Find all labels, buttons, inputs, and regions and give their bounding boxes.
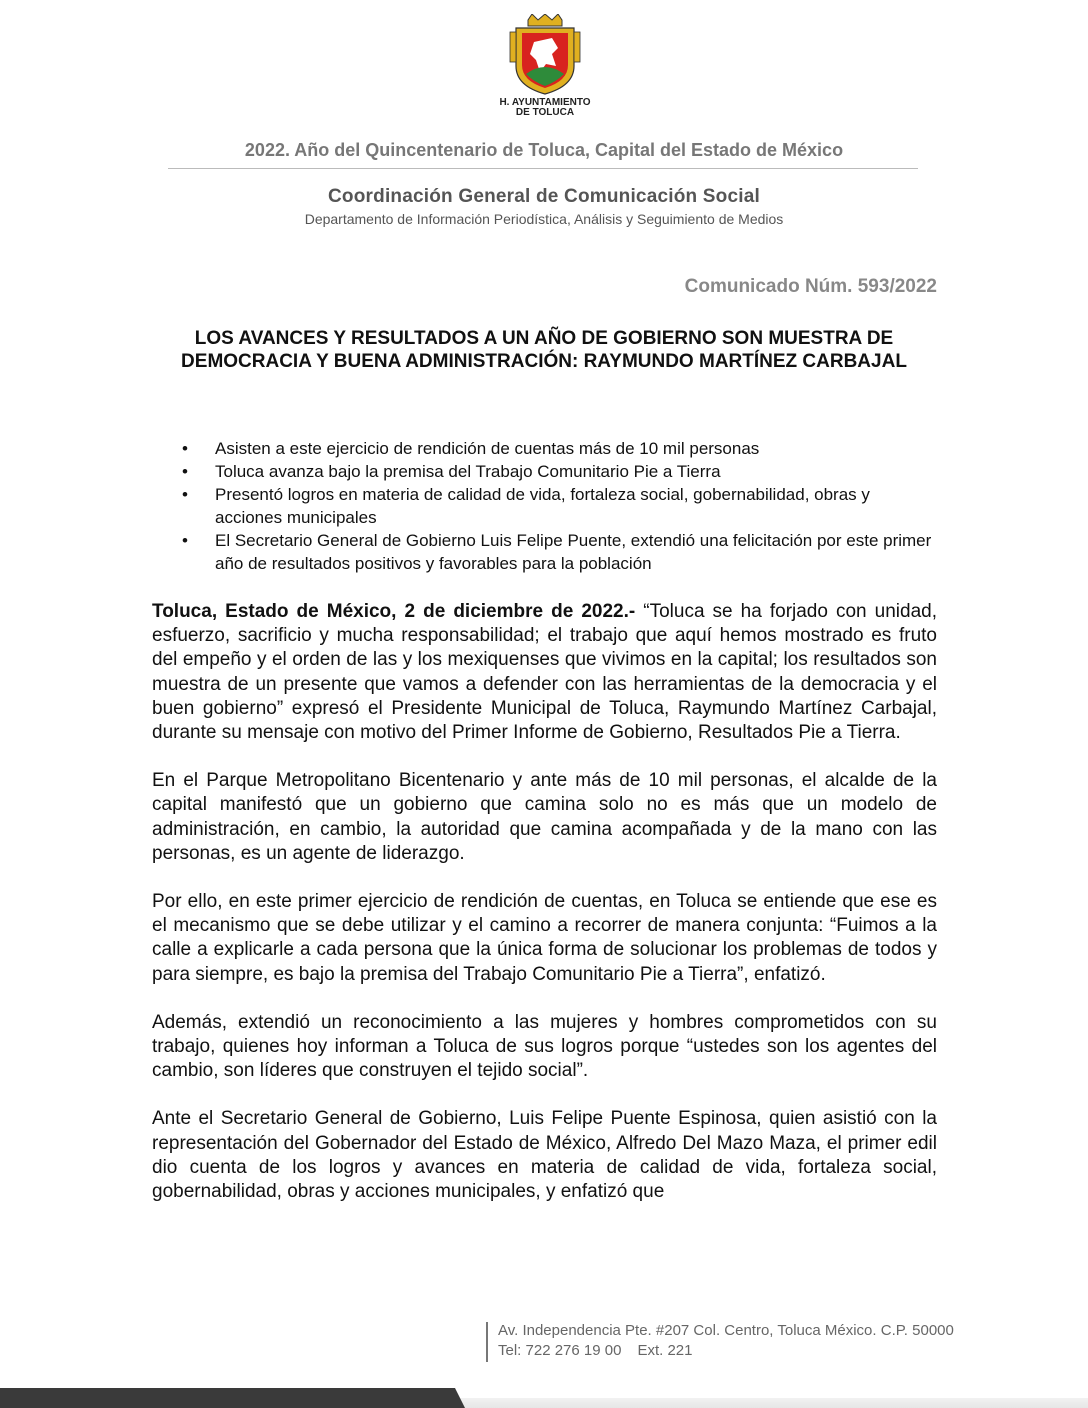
press-release-headline: LOS AVANCES Y RESULTADOS A UN AÑO DE GOBIERNO SON MUESTRA DE DEMOCRACIA Y BUENA ADMINISTRACIÓN: RAYMUNDO MARTÍNEZ CARBAJAL [181, 328, 907, 372]
coat-of-arms-icon [508, 14, 582, 96]
paragraph-2: En el Parque Metropolitano Bicentenario y ante más de 10 mil personas, el alcalde de la capital manifestó que un gobierno que camina solo no es más que un modelo de administración, en cambio, la autoridad que camina acompañada y de la mano con las personas, es un agente de liderazgo. [152, 770, 937, 864]
footer-phone [498, 1342, 692, 1359]
bullet-text: Toluca avanza bajo la premisa del Trabajo Comunitario Pie a Tierra [215, 462, 721, 481]
logo-caption-line2: DE TOLUCA [515, 107, 575, 118]
department-subtitle: Departamento de Información Periodística, Análisis y Seguimiento de Medios [304, 211, 784, 227]
bullet-icon: • [182, 462, 188, 481]
logo-caption-line1: H. AYUNTAMIENTO [499, 97, 591, 108]
bullet-item [150, 460, 940, 483]
article-body [152, 600, 937, 1228]
bullet-icon: • [182, 439, 188, 458]
summary-bullet-list [150, 437, 940, 575]
bullet-icon: • [182, 531, 188, 550]
footer-tel-number: Tel: 722 276 19 00 [498, 1342, 622, 1359]
coordination-title: Coordinación General de Comunicación Social [328, 186, 760, 207]
paragraph-1-text: “Toluca se ha forjado con unidad, esfuerzo, sacrificio y mucha responsabilidad; el trabajo que aquí hemos mostrado es fruto del empeño y el orden de las y los mexiquenses que vivimos en la capital; los resultados son muestra de un presente que vamos a defender con las herramientas de la democracia y el buen gobierno” expresó el Presidente Municipal de Toluca, Raymundo Martínez Carbajal, durante su mensaje con motivo del Primer Informe de Gobierno, Resultados Pie a Tierra. [152, 601, 937, 744]
paragraph-1 [152, 600, 937, 745]
bullet-text: Asisten a este ejercicio de rendición de cuentas más de 10 mil personas [215, 439, 760, 458]
footer-address: Av. Independencia Pte. #207 Col. Centro, Toluca México. C.P. 50000 [498, 1322, 954, 1339]
paragraph-5: Ante el Secretario General de Gobierno, Luis Felipe Puente Espinosa, quien asistió con la representación del Gobernador del Estado de México, Alfredo Del Mazo Maza, el primer edil dio cuenta de los logros y avances en materia de calidad de vida, fortaleza social, gobernabilidad, obras y acciones municipales, y enfatizó que [152, 1108, 937, 1203]
bullet-item [150, 483, 940, 529]
header-divider [168, 168, 918, 169]
bullet-item [150, 437, 940, 460]
comunicado-number: Comunicado Núm. 593/2022 [684, 276, 937, 297]
dateline: Toluca, Estado de México, 2 de diciembre de 2022.- [152, 601, 636, 622]
bullet-text: Presentó logros en materia de calidad de vida, fortaleza social, gobernabilidad, obras y acciones municipales [215, 485, 870, 527]
bottom-dark-band [0, 1388, 465, 1408]
bullet-text: El Secretario General de Gobierno Luis Felipe Puente, extendió una felicitación por este primer año de resultados positivos y favorables para la población [215, 531, 932, 573]
bullet-icon: • [182, 485, 188, 504]
paragraph-4: Además, extendió un reconocimiento a las mujeres y hombres comprometidos con su trabajo, quienes hoy informan a Toluca de sus logros porque “ustedes son los agentes del cambio, son líderes que construyen el tejido social”. [152, 1011, 937, 1082]
footer-extension: Ext. 221 [637, 1342, 693, 1359]
year-banner: 2022. Año del Quincentenario de Toluca, Capital del Estado de México [244, 140, 844, 160]
toluca-coat-of-arms-logo [490, 14, 600, 124]
paragraph-3: Por ello, en este primer ejercicio de rendición de cuentas, en Toluca se entiende que ese es el mecanismo que se debe utilizar y el camino a recorrer de manera conjunta: “Fuimos a la calle a explicarle a cada persona que la única forma de solucionar los problemas de todos y para siempre, es bajo la premisa del Trabajo Comunitario Pie a Tierra”, enfatizó. [152, 891, 937, 985]
bullet-item [150, 529, 940, 575]
footer-divider [486, 1322, 488, 1362]
